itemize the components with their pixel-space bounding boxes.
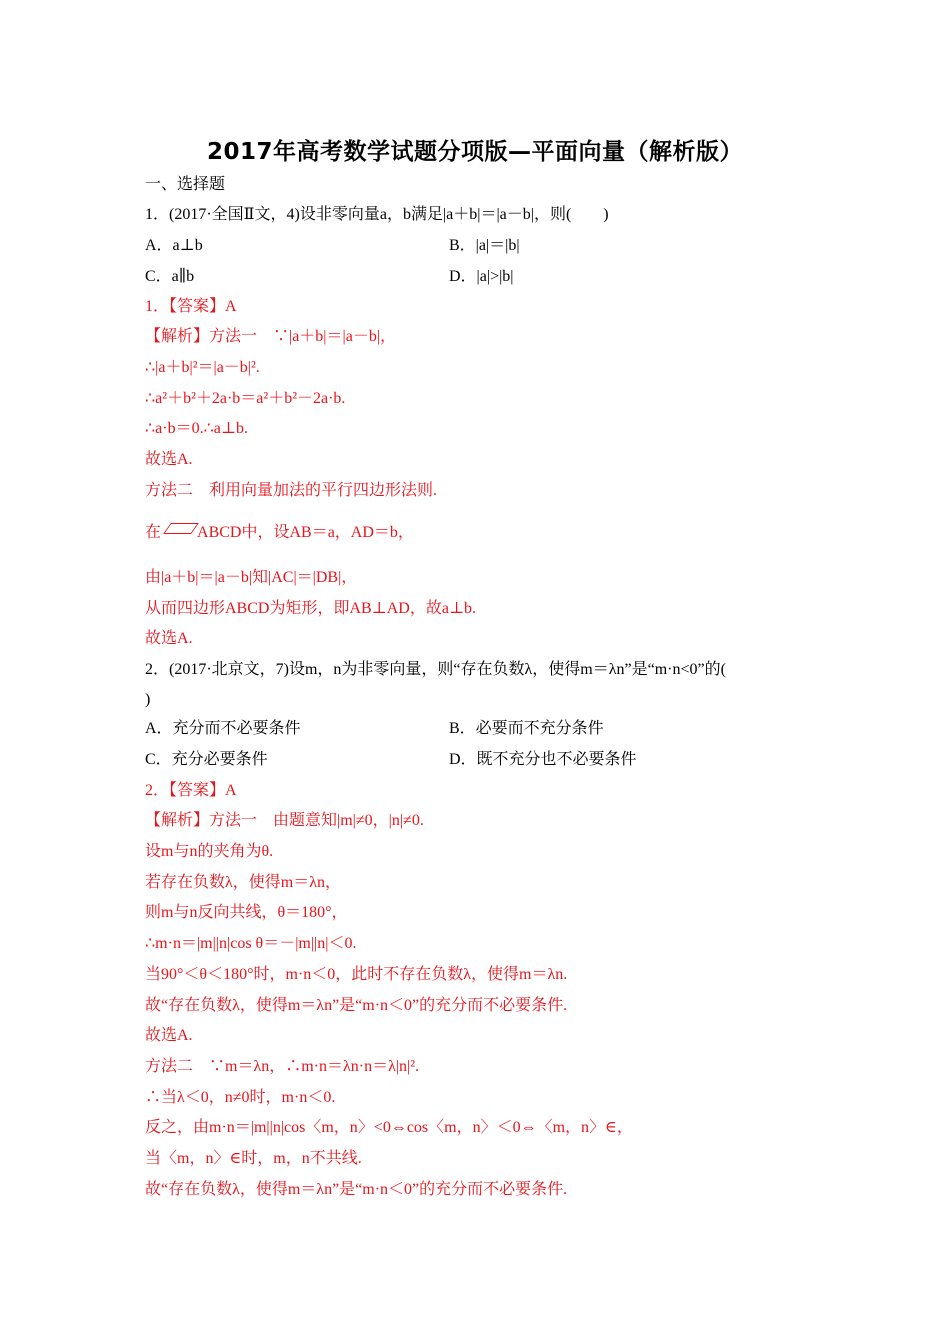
option-2b: B．必要而不充分条件 — [449, 720, 604, 737]
option-1b: B．|a|＝|b| — [449, 237, 520, 254]
solution-line: 由|a＋b|＝|a－b|知|AC|＝|DB|， — [145, 569, 358, 586]
question-2: 2．(2017·北京文，7)设m，n为非零向量，则“存在负数λ，使得m＝λn”是“m·n<0”的( — [145, 661, 726, 678]
solution-line: 方法二 利用向量加法的平行四边形法则. — [145, 482, 438, 499]
section-heading: 一、选择题 — [145, 176, 226, 193]
solution-line: 【解析】方法一 ∵|a＋b|＝|a－b|， — [145, 328, 397, 345]
solution-text: ABCD中，设AB＝a，AD＝b， — [197, 524, 414, 541]
solution-line: 方法二 ∵m＝λn，∴m·n＝λn·n＝λ|n|². — [145, 1058, 420, 1075]
option-2d: D．既不充分也不必要条件 — [449, 751, 637, 768]
solution-line: 故选A. — [145, 1027, 193, 1044]
parallelogram-icon — [163, 523, 199, 534]
solution-line: 若存在负数λ，使得m＝λn， — [145, 874, 341, 891]
option-2c: C．充分必要条件 — [145, 751, 268, 768]
solution-line: 故选A. — [145, 630, 193, 647]
solution-line: 故“存在负数λ，使得m＝λn”是“m·n＜0”的充分而不必要条件. — [145, 1181, 568, 1198]
solution-line: ∴a·b＝0.∴a⊥b. — [145, 420, 248, 437]
question-1: 1．(2017·全国Ⅱ文，4)设非零向量a，b满足|a＋b|＝|a－b|，则( ) — [145, 206, 609, 223]
solution-line: ∴|a＋b|²＝|a－b|². — [145, 359, 260, 376]
solution-line: ∴当λ＜0，n≠0时，m·n＜0. — [145, 1089, 336, 1106]
solution-line: 当90°＜θ＜180°时，m·n＜0，此时不存在负数λ，使得m＝λn. — [145, 966, 568, 983]
solution-line: ∴m·n＝|m||n|cos θ＝－|m||n|＜0. — [145, 935, 357, 952]
question-2-continued: ) — [145, 691, 151, 708]
solution-line: 故选A. — [145, 451, 193, 468]
answer-1: 1．【答案】A — [145, 298, 237, 315]
solution-line: 故“存在负数λ，使得m＝λn”是“m·n＜0”的充分而不必要条件. — [145, 997, 568, 1014]
option-2a: A．充分而不必要条件 — [145, 720, 301, 737]
solution-line: 当〈m，n〉∈时，m，n不共线. — [145, 1150, 362, 1167]
option-1c: C．a∥b — [145, 268, 195, 285]
solution-line: 则m与n反向共线，θ＝180°， — [145, 904, 348, 921]
solution-line — [145, 523, 414, 543]
document-title: 2017年高考数学试题分项版—平面向量（解析版） — [206, 139, 743, 165]
solution-line: 设m与n的夹角为θ. — [145, 843, 274, 860]
option-1a: A．a⊥b — [145, 237, 203, 254]
solution-line: 从而四边形ABCD为矩形，即AB⊥AD，故a⊥b. — [145, 600, 476, 617]
solution-line: 【解析】方法一 由题意知|m|≠0，|n|≠0. — [145, 812, 424, 829]
solution-line: 反之，由m·n＝|m||n|cos〈m，n〉<0⇔cos〈m，n〉＜0⇔〈m，n〉∈， — [145, 1119, 633, 1136]
solution-line: ∴a²＋b²＋2a·b＝a²＋b²－2a·b. — [145, 390, 346, 407]
option-1d: D．|a|>|b| — [449, 268, 514, 285]
answer-2: 2．【答案】A — [145, 782, 237, 799]
solution-text: 在 — [145, 524, 162, 541]
